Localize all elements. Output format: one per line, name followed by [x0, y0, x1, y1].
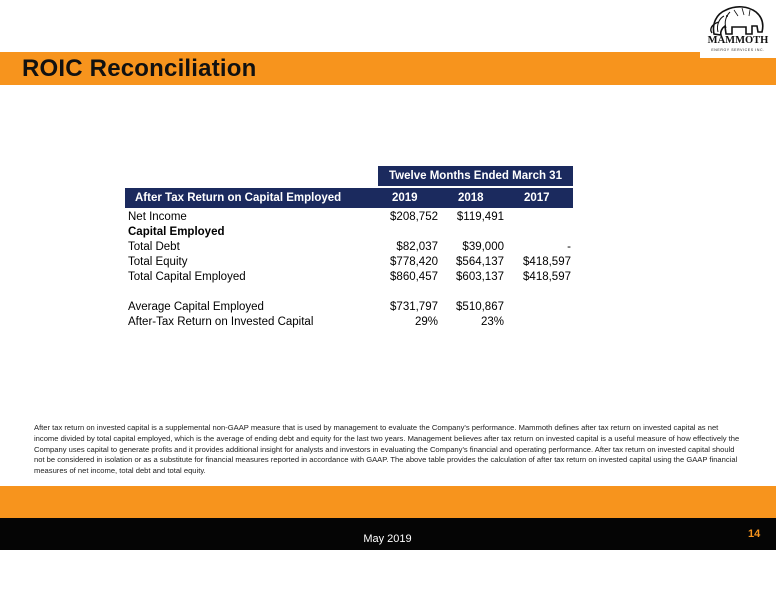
header-year-2019: 2019 — [392, 192, 418, 204]
header-year-2017: 2017 — [524, 192, 550, 204]
cell-2018: $603,137 — [456, 271, 504, 283]
table-row — [125, 210, 573, 225]
row-label: Total Capital Employed — [128, 271, 246, 283]
row-label: After-Tax Return on Invested Capital — [128, 316, 314, 328]
company-logo — [700, 2, 776, 58]
row-label: Total Equity — [128, 256, 188, 268]
cell-2018: $564,137 — [456, 256, 504, 268]
footnote-text: After tax return on invested capital is a supplemental non-GAAP measure that is used by management to evaluate the Company's performance. Mammoth defines after tax return on invested capital as net income divided by total capital employed, which is the average of ending debt and equity for the last two years. Management believes after tax return on invested capital is a useful measure of how effectively the Company uses capital to generate profits and it provides additional insight for analysts and investors in evaluating the Company's financial and operating performance. After tax return on invested capital should not be considered in isolation or as a substitute for financial measures reported in accordance with GAAP. The above table provides the calculation of after tax return on invested capital using the GAAP financial measures of net income, total debt and total equity. — [34, 423, 740, 476]
cell-2018: $39,000 — [462, 241, 504, 253]
footer-date: May 2019 — [363, 533, 412, 545]
cell-2018: 23% — [480, 316, 504, 328]
cell-2017: $418,597 — [523, 256, 571, 268]
page-title: ROIC Reconciliation — [22, 55, 257, 82]
row-label: Total Debt — [128, 241, 180, 253]
table-row — [125, 315, 573, 330]
cell-2019: $731,797 — [390, 301, 438, 313]
cell-2017: $418,597 — [523, 271, 571, 283]
cell-2019: 29% — [414, 316, 438, 328]
header-year-2018: 2018 — [458, 192, 484, 204]
logo-wordmark: MAMMOTH — [707, 35, 769, 46]
cell-2019: $860,457 — [390, 271, 438, 283]
table-row — [125, 270, 573, 285]
cell-2018: $119,491 — [456, 211, 504, 223]
table-row — [125, 225, 573, 240]
header-label: After Tax Return on Capital Employed — [135, 192, 342, 204]
page-number: 14 — [748, 528, 761, 540]
table-row — [125, 240, 573, 255]
cell-2019: $208,752 — [390, 211, 438, 223]
cell-2019: $778,420 — [390, 256, 438, 268]
mammoth-icon — [700, 2, 776, 38]
logo-tagline: ENERGY SERVICES INC. — [711, 48, 765, 52]
cell-2019: $82,037 — [396, 241, 438, 253]
cell-2018: $510,867 — [456, 301, 504, 313]
row-label: Net Income — [128, 211, 187, 223]
cell-2017: - — [567, 241, 571, 253]
table-column-header — [125, 188, 573, 208]
table-group-header: Twelve Months Ended March 31 — [378, 166, 573, 186]
footer-orange-band — [0, 486, 776, 518]
table-row — [125, 255, 573, 270]
row-label: Average Capital Employed — [128, 301, 264, 313]
table-row — [125, 300, 573, 315]
row-label: Capital Employed — [128, 226, 225, 238]
